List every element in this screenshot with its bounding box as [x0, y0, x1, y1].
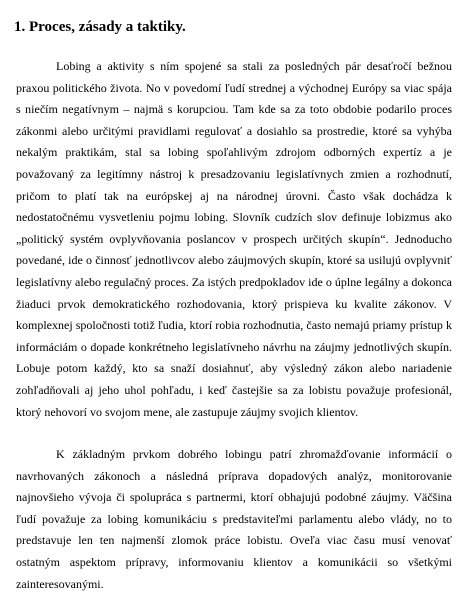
paragraph-lobbying-definition: Lobing a aktivity s ním spojené sa stali za posledných pár desaťročí bežnou praxou politického života. No v povedomí ľudí strednej a východnej Európy sa viac spája s niečím negatívnym – najmä s korupciou. Tam kde sa za toto obdobie podarilo proces zákonmi alebo určitými pravidlami regulovať a dosiahlo sa prostredie, ktoré sa vyhýba nekalým praktikám, stal sa lobing spoľahlivým zdrojom odborných expertíz a je považovaný za legitímny nástroj k presadzovaniu legislatívnych zmien a rozhodnutí, pričom to platí tak na európskej aj na národnej úrovni. Často však dochádza k nedostatočnému vysvetleniu pojmu lobing. Slovník cudzích slov definuje lobizmus ako „politický systém ovplyvňovania poslancov v prospech určitých skupín“. Jednoducho povedané, ide o činnosť jednotlivcov alebo záujmových skupín, ktoré sa usilujú ovplyvniť legislatívny alebo regulačný proces. Za istých predpokladov ide o úplne legálny a dokonca žiaduci prvok demokratického rozhodovania, ktorý prispieva ku kvalite zákonov. V komplexnej spoločnosti totiž ľudia, ktorí robia rozhodnutia, často nemajú priamy prístup k informáciám o dopade konkrétneho legislatívneho návrhu na záujmy jednotlivých skupín. Lobuje potom každý, kto sa snaží dosiahnuť, aby výsledný zákon alebo nariadenie zohľadňovali aj jeho uhol pohľadu, i keď častejšie sa za lobistu považuje profesionál, ktorý nehovorí vo svojom mene, ale zastupuje záujmy svojich klientov.	[16, 59, 452, 419]
paragraph-lobbying-elements: K základným prvkom dobrého lobingu patrí zhromažďovanie informácií o navrhovaných zákonoch a následná príprava dopadových analýz, monitorovanie najnovšieho vývoja či spolupráca s partnermi, ktorí obhajujú podobné záujmy. Väčšina ľudí považuje za lobing komunikáciu s predstaviteľmi parlamentu alebo vlády, no to predstavuje len ten najmenší zlomok práce lobistu. Oveľa viac času musí venovať ostatným aspektom prípravy, informovaniu klientov a komunikácii so všetkými zainteresovanými.	[16, 447, 452, 591]
section-heading: 1. Proces, zásady a taktiky.	[14, 19, 186, 35]
